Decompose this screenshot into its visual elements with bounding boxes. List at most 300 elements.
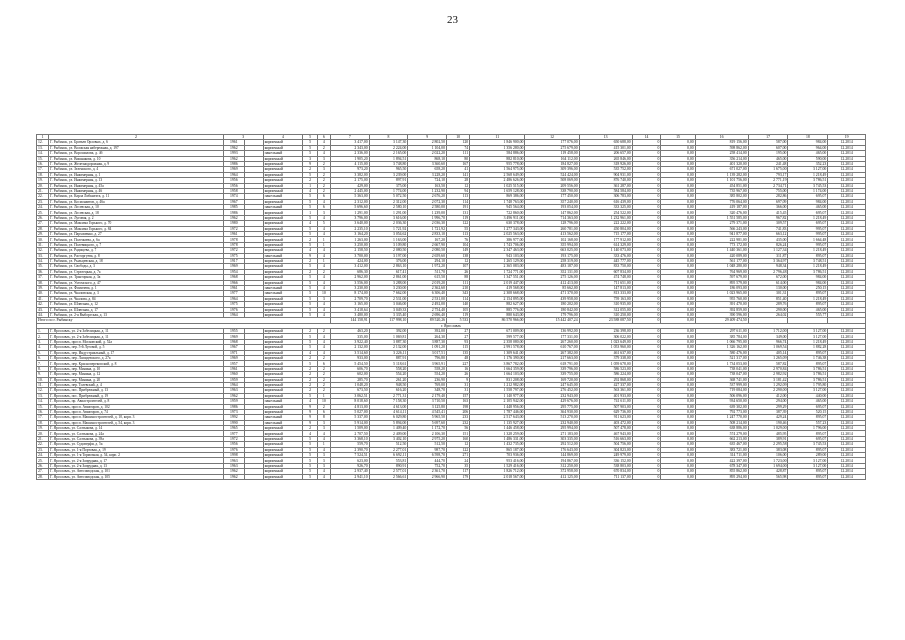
table-cell: 3 [223,135,263,140]
table-cell: 3 164,20 [330,232,369,237]
table-cell: 4 [303,248,317,253]
table-cell: 0 [632,172,661,177]
table-cell: 32. [37,248,49,253]
table-cell: 5 [303,264,317,269]
table-cell: 4 [317,151,330,156]
table-cell: 4 [317,280,330,285]
table-cell: 390 596,00 [695,312,748,317]
table-cell: 149 [446,248,469,253]
table-cell: 3 127,00 [788,329,828,334]
table-cell: 5 [303,469,317,474]
table-cell: 179 [446,474,469,479]
table-cell: 0 [632,140,661,145]
table-cell: 12.2014 [828,172,866,177]
table-cell: 0,00 [661,242,695,247]
table-cell: 558,20 [369,366,408,371]
table-cell: 5 [303,145,317,150]
table-cell: 13 [579,135,632,140]
table-cell: 1 509,00 [330,426,369,431]
table-cell: 2 409,00 [369,431,408,436]
table-cell: панельный [263,415,303,420]
table-cell: 12.2014 [828,264,866,269]
table-cell: 0,00 [661,221,695,226]
table-cell: 1 239,00 [408,210,447,215]
table-cell: 953 416,00 [470,458,525,463]
table-cell: 12.2014 [828,345,866,350]
table-cell: 561 177,00 [695,258,748,263]
table-cell: 236 398,00 [579,329,632,334]
table-cell: 48 [446,356,469,361]
table-cell: 1 218,49 [788,339,828,344]
table-cell: 984,00 [788,280,828,285]
table-cell: 4 [317,264,330,269]
table-cell: 0,00 [661,167,695,172]
table-cell: 0,00 [661,237,695,242]
table-cell: 2 707,50 [330,431,369,436]
table-cell: 412 125,00 [525,474,579,479]
table-cell: 4 [317,215,330,220]
table-cell: 0,00 [661,442,695,447]
table-cell: 3 418,64 [330,307,369,312]
table-cell: 368 741,00 [695,377,748,382]
table-cell: 435,00 [748,237,788,242]
table-cell: 12.2014 [828,307,866,312]
table-cell: 1 446 458,00 [470,426,525,431]
table-cell: 147 813,00 [579,285,632,290]
table-cell: 3 230,00 [369,285,408,290]
table-cell: 12 [446,183,469,188]
table-cell: кирпичный [263,199,303,204]
table-cell: 120 [446,140,469,145]
table-cell: 136 992,00 [525,329,579,334]
table-cell: 122 [446,447,469,452]
table-cell: 12.2014 [828,167,866,172]
table-cell: 8 [317,415,330,420]
table-cell: 3 181,42 [748,377,788,382]
table-cell: 1959 [223,377,244,382]
table-cell: 3 [303,156,317,161]
table-cell: 586 224,00 [579,372,632,377]
table-cell: Г. Ярославль, пос. Прибрежный, д. 19 [49,393,224,398]
table-cell: 4 [317,275,330,280]
table-cell: 180 202,00 [525,302,579,307]
table-cell: 348,70 [408,388,447,393]
table-cell: 0,00 [661,382,695,387]
table-cell: 12.2014 [828,285,866,290]
table-cell: 695,07 [788,436,828,441]
table-cell: 18. [37,172,49,177]
table-cell: 554,20 [408,372,447,377]
table-cell: 3 922,40 [330,339,369,344]
table-cell: 20. [37,183,49,188]
table-cell: 615,50 [408,275,447,280]
table-cell: 1961 [223,366,244,371]
table-cell: 210 [446,285,469,290]
table-cell: 391 470,00 [695,302,748,307]
table-cell: 0 [632,393,661,398]
table-cell: 584 584,00 [579,188,632,193]
table-cell: 880 643,00 [470,312,525,317]
table-cell: 9 [446,377,469,382]
table-cell: 639 302,00 [695,404,748,409]
table-cell: 1 172,70 [408,426,447,431]
table-cell: г. Ярославль [37,323,866,328]
table-cell: 553,81 [369,458,408,463]
table-cell: 193 175,00 [525,253,579,258]
table-cell: 629 736,00 [579,409,632,414]
table-cell: 2 132,00 [369,345,408,350]
table-cell: 306 783,00 [579,194,632,199]
table-cell: панельный [263,205,303,210]
table-cell: 26 [446,372,469,377]
table-cell: 1963 [223,458,244,463]
table-cell: Г. Рыбинск, ул. Железнодорожная, д. 9 [49,161,224,166]
table-cell: 0,00 [661,453,695,458]
table-cell: Г. Ярославль, ул. Салтыкова, д. 24а [49,431,224,436]
table-cell: кирпичный [263,161,303,166]
table-cell: 5 965,50 [408,415,447,420]
table-cell: Г. Ярославль, пер. Красноперекопский, д. 8 [49,361,224,366]
table-cell: 111 [446,151,469,156]
table-cell: Г. Ярославль, ул. Автозаводская, д. 105 [49,474,224,479]
table-cell: 12.2014 [828,334,866,339]
table-cell: 1 069,81 [369,334,408,339]
table-cell: 1 048 280,00 [695,264,748,269]
table-cell: 5 697,60 [408,420,447,425]
table-cell: 0,00 [661,372,695,377]
table-cell: 1 140 977,00 [470,393,525,398]
table-cell: кирпичный [263,210,303,215]
table-cell: 454 851,00 [695,183,748,188]
table-cell: 122 [446,221,469,226]
table-cell: 27 [446,329,469,334]
table-cell: 0 [632,264,661,269]
table-cell: 4 115,00 [330,161,369,166]
table-cell: 190,46 [748,420,788,425]
table-cell: 420 089,00 [695,253,748,258]
table-cell: 0,00 [661,178,695,183]
table-cell: 335,00 [330,334,369,339]
table-cell: 5 [303,291,317,296]
table-cell: кирпичный [263,409,303,414]
table-cell: 5 [303,442,317,447]
table-cell: 2 486 626,00 [470,178,525,183]
table-cell: 650 688,00 [579,140,632,145]
table-cell: Г. Рыбинск, ул. 2-я Выборгская, д. 13 [49,312,224,317]
table-cell: 9 [303,409,317,414]
table-cell: 565,98 [748,474,788,479]
table-cell: 5 [303,474,317,479]
table-cell: 295 775,00 [525,404,579,409]
table-cell: 31 [446,388,469,393]
table-cell: 1977 [223,431,244,436]
table-cell: 383,08 [748,447,788,452]
table-cell: 1972 [223,436,244,441]
table-cell: 37. [37,275,49,280]
table-cell: 12. [37,140,49,145]
table-cell: 386 977,00 [470,237,525,242]
table-cell: 1 [317,258,330,263]
table-cell: 0,00 [661,431,695,436]
table-cell: 764 969,00 [695,269,748,274]
table-cell: Г. Рыбинск, ул. Радищева, д. 7 [49,248,224,253]
table-cell: кирпичный [263,377,303,382]
table-cell: 1969 [223,356,244,361]
table-cell: 0 [632,366,661,371]
table-cell: 113 [446,232,469,237]
table-cell: 2 235,10 [330,226,369,231]
table-cell: 1 029,00 [748,426,788,431]
table-cell: 0 [632,253,661,258]
table-cell: 13. [37,393,49,398]
table-cell: 2 105 942,00 [470,399,525,404]
table-cell: 264,02 [748,312,788,317]
table-cell: 1974 [223,194,244,199]
table-cell: 934 650,00 [695,399,748,404]
table-cell: 0 [632,377,661,382]
table-cell: 0,00 [661,318,695,323]
table-cell: 890,91 [369,463,408,468]
table-cell: 17. [37,415,49,420]
table-cell: 12 [446,442,469,447]
table-cell: 9 [303,415,317,420]
table-cell: 943 103,00 [470,253,525,258]
table-cell: 3 197,00 [369,253,408,258]
table-cell: 12.2014 [828,372,866,377]
table-cell: 5. [37,350,49,355]
table-cell: 897,91 [369,178,408,183]
table-cell: 25. [37,458,49,463]
table-cell: 2 158,50 [330,248,369,253]
table-cell: 987,70 [408,447,447,452]
table-cell: 282,86 [748,194,788,199]
table-cell: 184 827,00 [525,161,579,166]
table-cell: 663,12 [748,232,788,237]
table-cell: 0,00 [661,183,695,188]
table-cell: 12.2014 [828,210,866,215]
table-cell: 0 [632,447,661,452]
table-cell: 2 577,01 [369,469,408,474]
table-cell: 31 [446,382,469,387]
table-cell: 366,00 [748,205,788,210]
table-cell: 1917 [223,258,244,263]
table-cell: 1 347 551,00 [470,275,525,280]
table-cell: 995,07 [788,242,828,247]
table-cell: 1 996,70 [408,215,447,220]
table-cell: 1 [37,135,49,140]
table-cell: 111 [446,280,469,285]
table-cell: 819 156,00 [695,140,748,145]
table-cell: 5 363,00 [330,194,369,199]
table-cell: 2 [317,329,330,334]
table-cell: Г. Ярославль, ул. Салтыкова, д. 39а [49,436,224,441]
table-cell: 445 777,00 [579,258,632,263]
table-row [37,474,866,479]
table-cell: 21. [37,436,49,441]
table-cell: 177 450,00 [525,194,579,199]
table-cell: 3 796,00 [330,215,369,220]
table-cell: 12.2014 [828,377,866,382]
table-cell: 1 659 128,00 [470,188,525,193]
table-cell: 0,00 [661,393,695,398]
table-cell: 5 [303,458,317,463]
table-cell: 94 [446,188,469,193]
table-cell: 42. [37,302,49,307]
table-cell: кирпичный [263,145,303,150]
table-cell: 0 [632,226,661,231]
table-cell: 0,00 [661,140,695,145]
table-cell: 4 [317,431,330,436]
table-cell: 3 017,51 [408,350,447,355]
table-cell: панельный [263,194,303,199]
table-cell: 12.2014 [828,258,866,263]
table-cell: 904 931,00 [579,172,632,177]
table-cell: 336 152,00 [579,458,632,463]
table-cell: 2 [317,178,330,183]
table-cell: 3 745,53 [788,183,828,188]
table-cell: 405,14 [748,350,788,355]
table-cell: 429,00 [330,183,369,188]
table-cell: 6 [317,194,330,199]
table-cell: Г. Рыбинск, ул. Максима Горького, д. 84 [49,226,224,231]
table-cell: Г. Ярославль, просп. Московский, д. 52а [49,339,224,344]
table-cell: 2 [317,404,330,409]
table-cell: 419 568,00 [470,285,525,290]
table-cell: панельный [263,399,303,404]
table-cell: 312 055,00 [579,307,632,312]
table-cell: 0,00 [661,205,695,210]
table-cell: 2 362,60 [408,285,447,290]
table-cell: 12.2014 [828,426,866,431]
table-cell: Г. Ярославль, ул. 1-я Портовая, д. 19 [49,447,224,452]
table-cell: 177 076,00 [525,140,579,145]
table-cell: 658,20 [408,167,447,172]
table-cell: Г. Ярославль, просп. Авиаторов, д. 74 [49,409,224,414]
table-cell: 715 177,00 [579,232,632,237]
table-cell: 868,10 [408,156,447,161]
table-cell: кирпичный [263,140,303,145]
table-cell: 4. [37,345,49,350]
table-cell: 117 998,10 [369,318,408,323]
table-cell: 40. [37,291,49,296]
table-cell: 23 588 087,50 [579,318,632,323]
table-cell: 3 127,00 [788,388,828,393]
table-cell: 506 096,00 [695,393,748,398]
table-cell: 826,24 [748,242,788,247]
table-cell: 587,00 [748,140,788,145]
table-cell: 2 802,50 [408,140,447,145]
table-cell: 258 414,00 [695,151,748,156]
table-cell: 314 711,00 [695,453,748,458]
table-cell: 3 786,51 [788,178,828,183]
table-cell: 193 054,00 [525,205,579,210]
table-cell: 1 564 975,00 [470,167,525,172]
table-cell: 0 [632,215,661,220]
table-cell: 574 279,00 [695,431,748,436]
table-cell: 1998 [223,453,244,458]
table-cell: 865 187,00 [470,447,525,452]
table-cell: 1 743 706,00 [470,242,525,247]
table-cell: 1 748 763,00 [470,199,525,204]
table-cell: 2 106,30 [408,431,447,436]
table-cell: 895,07 [788,474,828,479]
table-cell: 303 335,00 [525,436,579,441]
table-cell: Г. Ярославль, пер. Индустриальный, д. 17 [49,350,224,355]
table-cell: 461 637,00 [579,350,632,355]
table-cell: 389,91 [748,436,788,441]
table-cell: 4 [317,307,330,312]
table-cell: 265 846,00 [579,156,632,161]
table-cell: 695,07 [788,194,828,199]
table-cell: 1 023 649,00 [579,339,632,344]
table-cell: 222 222,00 [579,221,632,226]
table-cell: 105 [446,307,469,312]
table-cell: 695,07 [788,221,828,226]
table-cell: 2 492,00 [408,302,447,307]
table-cell: 3 786,51 [788,372,828,377]
table-cell: 9 [303,420,317,425]
table-cell: 102 168,00 [525,237,579,242]
table-cell: 11 [470,135,525,140]
table-cell: 3 412,00 [330,264,369,269]
table-cell: 1967 [223,199,244,204]
table-cell: 1972 [223,248,244,253]
table-cell: Г. Рыбинск, ул. Полевицкого, д. 7 [49,242,224,247]
table-cell: 21. [37,188,49,193]
table-cell: 232 940,00 [525,420,579,425]
table-cell: 12.2014 [828,237,866,242]
table-cell: 3 [317,210,330,215]
table-cell: 869 386,00 [470,194,525,199]
table-cell: 0,00 [661,409,695,414]
table-cell: 12.2014 [828,463,866,468]
table-cell: 415 301,00 [579,145,632,150]
table-cell: 412,00 [748,393,788,398]
table-cell: 9 [303,161,317,166]
table-cell: 28 [446,178,469,183]
table-cell: 895 294,00 [695,474,748,479]
table-cell: 2 036,30 [369,221,408,226]
table-cell: 1 664 359,00 [470,366,525,371]
table-cell: 7 158,30 [369,399,408,404]
table-cell: 0 [632,350,661,355]
table-cell: 264,30 [408,334,447,339]
page-number: 23 [447,14,458,26]
table-cell: панельный [263,253,303,258]
table-cell: 14. [37,399,49,404]
table-cell: 440,00 [788,393,828,398]
table-cell: 164 112,00 [525,156,579,161]
table-cell: 23. [37,447,49,452]
table-cell: 41. [37,296,49,301]
table-cell: 5 [303,275,317,280]
table-cell: 738 047,00 [695,372,748,377]
table-cell: 0,00 [661,145,695,150]
table-cell: Г. Ярославль, ул. 2-я Забелицкая, д. 11 [49,334,224,339]
table-cell: 1961 [223,285,244,290]
table-cell: 3 965,91 [408,361,447,366]
table-cell: 7 662,00 [369,291,408,296]
table-cell: 2 734,71 [748,183,788,188]
table-cell: 5 [303,280,317,285]
table-cell: Г. Ярославль, пер. Ляпидевского, д. 27а [49,356,224,361]
table-cell: 261,20 [369,377,408,382]
table-cell: кирпичный [263,447,303,452]
table-cell: 169 720,00 [525,377,579,382]
table-cell: 450 804,00 [579,226,632,231]
table-cell: Г. Рыбинск, ул. Инженерная, д. 45а [49,183,224,188]
table-cell: 43. [37,307,49,312]
